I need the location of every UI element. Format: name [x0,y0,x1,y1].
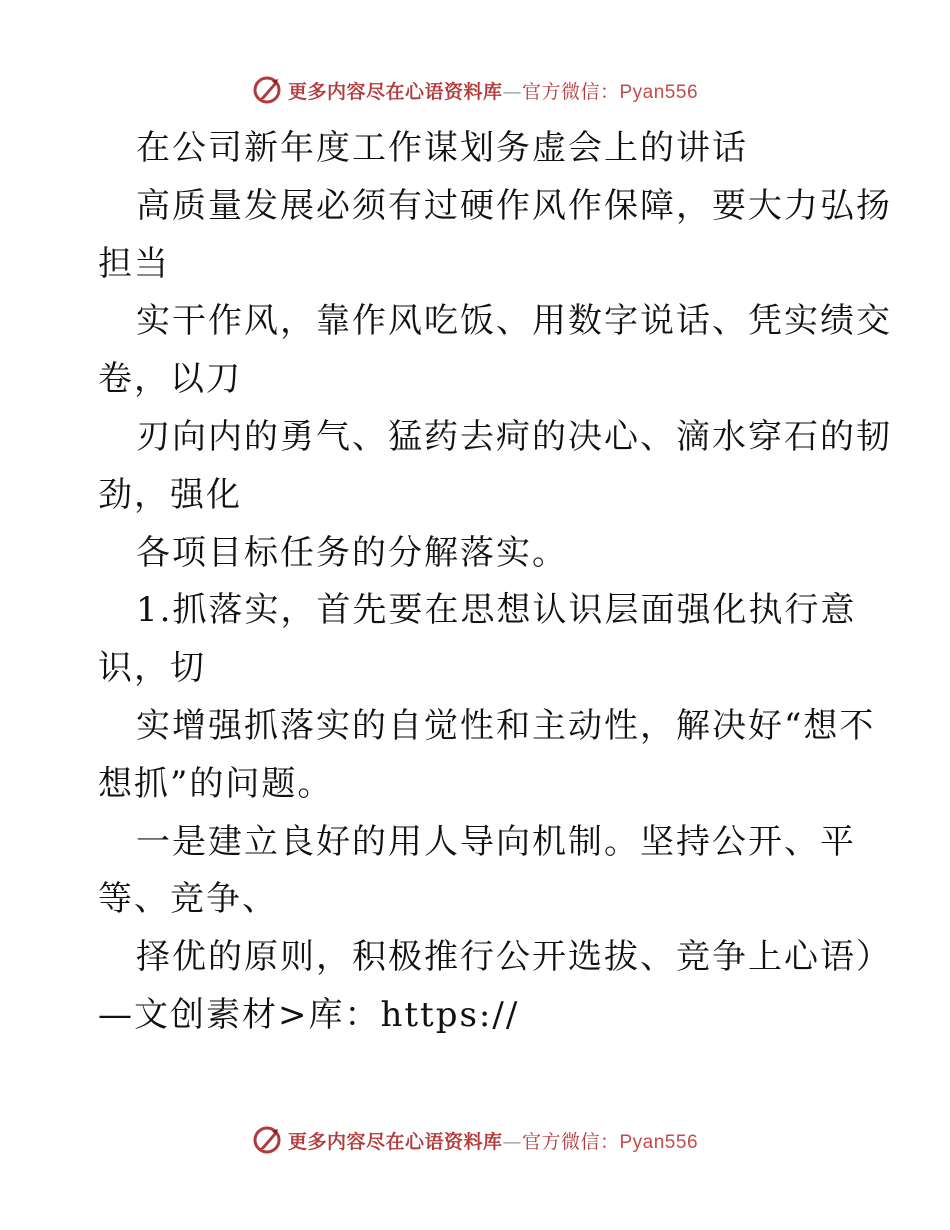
paragraph-line: 劲，强化 [98,474,242,515]
watermark-account: Pyan556 [619,1131,699,1153]
paragraph-line: 择优的原则，积极推行公开选拔、竞争上心语） [136,937,892,978]
paragraph-line: 一是建立良好的用人导向机制。坚持公开、平 [136,821,856,862]
watermark-text [288,77,698,104]
quill-logo-icon [252,75,282,105]
watermark-title: 更多内容尽在心语资料库 [287,1130,503,1153]
paragraph-line: —文创素材>库：https:// [98,994,520,1035]
paragraph-line: 各项目标任务的分解落实。 [136,532,568,573]
paragraph-line: 等、竞争、 [98,879,278,920]
watermark-suffix: 官方微信： [521,1130,620,1153]
paragraph-line: 1.抓落实，首先要在思想认识层面强化执行意 [136,590,857,631]
paragraph-line: 卷，以刀 [98,359,242,400]
watermark-text [288,1127,698,1154]
paragraph-line: 担当 [98,243,170,284]
document-title: 在公司新年度工作谋划务虚会上的讲话 [136,128,748,168]
header-watermark [0,70,950,110]
paragraph-line: 高质量发展必须有过硬作风作保障，要大力弘扬 [136,185,892,226]
watermark-dash: — [502,80,522,103]
footer-watermark [0,1120,950,1160]
watermark-dash: — [502,1130,522,1153]
watermark-suffix: 官方微信： [521,80,620,103]
paragraph-line: 实增强抓落实的自觉性和主动性，解决好“想不 [136,705,876,746]
paragraph-line: 刃向内的勇气、猛药去疴的决心、滴水穿石的韧 [136,416,892,457]
paragraph-line: 想抓”的问题。 [98,763,334,804]
watermark-account: Pyan556 [619,81,699,103]
document-body [98,120,892,1045]
watermark-title: 更多内容尽在心语资料库 [287,80,503,103]
quill-logo-icon [252,1125,282,1155]
paragraph-line: 实干作风，靠作风吃饭、用数字说话、凭实绩交 [136,301,892,342]
paragraph-line: 识，切 [98,648,206,689]
